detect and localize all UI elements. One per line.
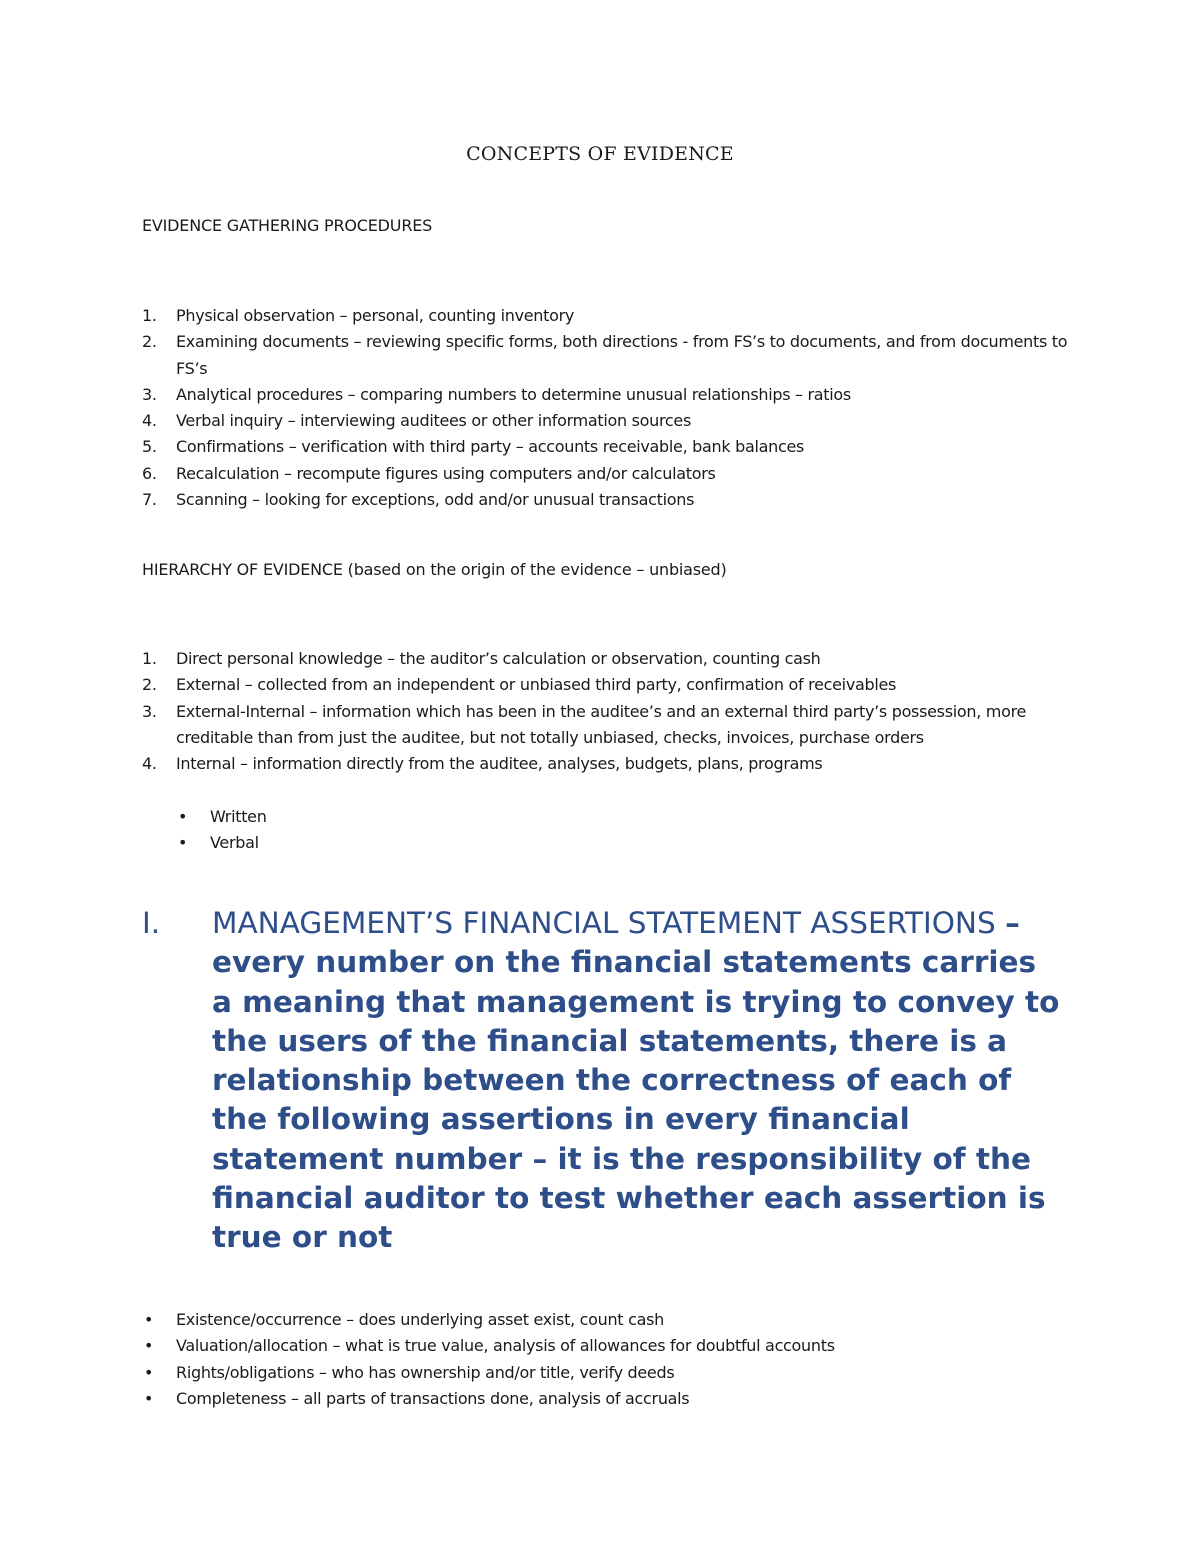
bullet-icon: • <box>144 1336 154 1356</box>
bullet-icon: • <box>144 1388 154 1408</box>
list-item-text: External-Internal – information which has been in the auditee’s and an external third party’s possession, more creditable than from just the auditee, but not totally unbiased, checks, invoices, purchase orders <box>176 701 1027 747</box>
list-item <box>142 646 1072 672</box>
list-item-text: Direct personal knowledge – the auditor’s calculation or observation, counting cash <box>176 649 821 668</box>
heading-numeral: I. <box>142 906 161 940</box>
evidence-hierarchy-list <box>142 646 1072 777</box>
list-item <box>142 1333 1092 1359</box>
internal-subitems-list <box>176 804 576 857</box>
list-number: 1. <box>142 649 157 668</box>
list-number: 3. <box>142 701 157 721</box>
list-item <box>176 830 576 856</box>
assertions-heading-body: – every number on the financial statements carries a meaning that management is trying to convey to the users of the financial statements, there is a relationship between the correctness of each of the following assertions in every financial statement number – it is the responsibility of the financial auditor to test whether each assertion is true or not <box>212 906 1060 1255</box>
list-number: 4. <box>142 411 157 431</box>
list-item <box>142 408 1072 434</box>
list-item-text: Recalculation – recompute figures using computers and/or calculators <box>176 463 716 483</box>
assertions-list <box>142 1307 1092 1412</box>
list-item <box>142 1307 1092 1333</box>
list-item-text: Existence/occurrence – does underlying asset exist, count cash <box>176 1310 664 1329</box>
bullet-icon: • <box>144 1362 154 1382</box>
section-heading-hierarchy: HIERARCHY OF EVIDENCE (based on the origin of the evidence – unbiased) <box>142 560 727 579</box>
list-number: 3. <box>142 384 157 404</box>
list-item-text: Verbal inquiry – interviewing auditees or other information sources <box>176 411 692 431</box>
section-heading-evidence-gathering: EVIDENCE GATHERING PROCEDURES <box>142 216 433 235</box>
list-item-text: External – collected from an independent or unbiased third party, confirmation of receivables <box>176 675 897 695</box>
list-item <box>176 804 576 830</box>
list-item-text: Internal – information directly from the auditee, analyses, budgets, plans, programs <box>176 754 823 774</box>
list-item-text: Analytical procedures – comparing numbers to determine unusual relationships – ratios <box>176 384 851 404</box>
list-item-text: Valuation/allocation – what is true value, analysis of allowances for doubtful accounts <box>176 1336 835 1356</box>
list-item <box>142 329 1072 382</box>
list-item-text: Verbal <box>210 833 259 853</box>
list-number: 5. <box>142 437 157 457</box>
list-item <box>142 751 1072 777</box>
list-item-text: Completeness – all parts of transactions done, analysis of accruals <box>176 1388 690 1408</box>
list-number: 2. <box>142 332 157 352</box>
list-number: 4. <box>142 754 157 774</box>
evidence-procedures-list <box>142 303 1072 513</box>
list-item <box>142 1360 1092 1386</box>
assertions-heading <box>142 904 1062 1258</box>
bullet-icon: • <box>178 807 188 826</box>
list-number: 6. <box>142 463 157 483</box>
bullet-icon: • <box>144 1310 154 1329</box>
list-item-text: Rights/obligations – who has ownership and/or title, verify deeds <box>176 1362 675 1382</box>
document-title: CONCEPTS OF EVIDENCE <box>466 143 734 165</box>
list-item-text: Scanning – looking for exceptions, odd and/or unusual transactions <box>176 490 695 510</box>
list-item <box>142 1386 1092 1412</box>
list-number: 1. <box>142 306 157 325</box>
list-item-text: Examining documents – reviewing specific forms, both directions - from FS’s to documents, and from documents to FS’s <box>176 332 1068 378</box>
list-item <box>142 487 1072 513</box>
list-number: 7. <box>142 490 157 510</box>
list-item <box>142 699 1072 752</box>
list-item <box>142 672 1072 698</box>
list-item-text: Physical observation – personal, counting inventory <box>176 306 575 325</box>
list-item <box>142 461 1072 487</box>
list-item <box>142 303 1072 329</box>
list-item <box>142 434 1072 460</box>
list-number: 2. <box>142 675 157 695</box>
assertions-heading-title: MANAGEMENT’S FINANCIAL STATEMENT ASSERTIONS <box>212 906 996 940</box>
list-item-text: Confirmations – verification with third party – accounts receivable, bank balances <box>176 437 805 457</box>
list-item-text: Written <box>210 807 267 826</box>
list-item <box>142 382 1072 408</box>
bullet-icon: • <box>178 833 188 853</box>
